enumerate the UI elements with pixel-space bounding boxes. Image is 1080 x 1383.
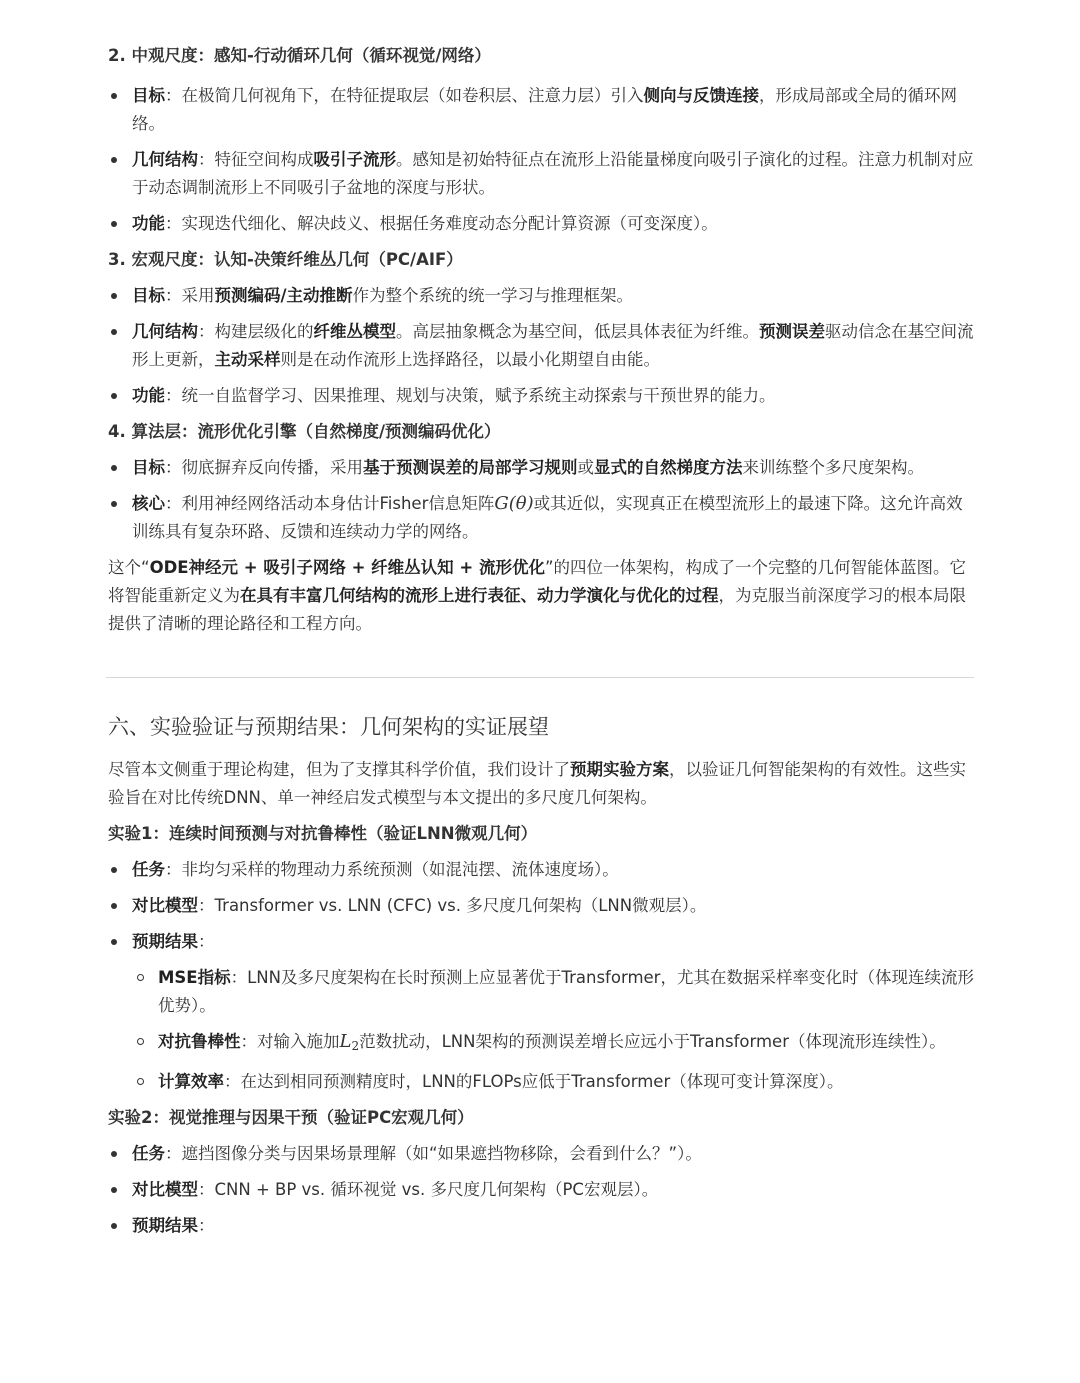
item-text: LNN及多尺度架构在长时预测上应显著优于Transformer，尤其在数据采样率变化时（体现连续流形优势）。 xyxy=(158,968,974,1015)
experiment-2-title: 实验2：视觉推理与因果干预（验证PC宏观几何） xyxy=(108,1108,474,1127)
subsection-heading-2: 2. 中观尺度：感知-行动循环几何（循环视觉/网络） xyxy=(108,46,491,65)
item-text: 则是在动作流形上选择路径，以最小化期望自由能。 xyxy=(280,350,660,369)
intro-paragraph xyxy=(108,756,974,812)
item-text: 范数扰动，LNN架构的预测误差增长应远小于Transformer（体现流形连续性）。 xyxy=(359,1032,946,1051)
list-item xyxy=(108,210,974,238)
item-bold: 吸引子流形 xyxy=(313,150,396,169)
item-sep: ： xyxy=(165,1144,182,1163)
section-divider xyxy=(106,677,974,678)
experiment-1-title: 实验1：连续时间预测与对抗鲁棒性（验证LNN微观几何） xyxy=(108,824,538,843)
item-key: 目标 xyxy=(132,86,165,105)
item-sep: ： xyxy=(224,1072,241,1091)
list-item xyxy=(108,318,974,374)
bullet-list xyxy=(108,282,974,410)
item-key: 对比模型 xyxy=(132,1180,198,1199)
sub-bullet-list xyxy=(108,964,974,1096)
item-bold: 侧向与反馈连接 xyxy=(643,86,759,105)
item-key: 计算效率 xyxy=(158,1072,224,1091)
para-text: ，以验证几何智能架构的有效性。这些实验旨在对比传统DNN、单一神经启发式模型与本文提出的多尺度几何架构。 xyxy=(108,760,966,807)
list-item xyxy=(108,856,974,884)
sub-list-item xyxy=(108,1068,974,1096)
subsection-heading-4: 4. 算法层：流形优化引擎（自然梯度/预测编码优化） xyxy=(108,422,501,441)
item-key: 预期结果 xyxy=(132,1216,198,1235)
item-bold: 预测误差 xyxy=(759,322,825,341)
item-text: 实现迭代细化、解决歧义、根据任务难度动态分配计算资源（可变深度）。 xyxy=(181,214,718,233)
item-text: 非均匀采样的物理动力系统预测（如混沌摆、流体速度场）。 xyxy=(181,860,619,879)
para-text: 尽管本文侧重于理论构建，但为了支撑其科学价值，我们设计了 xyxy=(108,760,570,779)
list-item xyxy=(108,282,974,310)
item-sep: ： xyxy=(165,214,182,233)
math-symbol: L xyxy=(339,1031,352,1052)
item-text: 在极简几何视角下，在特征提取层（如卷积层、注意力层）引入 xyxy=(181,86,644,105)
item-key: MSE指标 xyxy=(158,968,231,987)
item-text: 。感知是初始特征点在流形上沿能量梯度向吸引子演化的过程。注意力机制对应于动态调制流形上不同吸引子盆地的深度与形状。 xyxy=(132,150,974,197)
item-text: 作为整个系统的统一学习与推理框架。 xyxy=(352,286,634,305)
bullet-list xyxy=(108,82,974,238)
item-bold: 显式的自然梯度方法 xyxy=(594,458,743,477)
item-sep: ： xyxy=(165,386,182,405)
summary-paragraph xyxy=(108,554,974,638)
item-text: 来训练整个多尺度架构。 xyxy=(742,458,924,477)
item-text: 。高层抽象概念为基空间，低层具体表征为纤维。 xyxy=(396,322,759,341)
item-bold: 基于预测误差的局部学习规则 xyxy=(363,458,578,477)
item-key: 几何结构 xyxy=(132,150,198,169)
item-key: 任务 xyxy=(132,860,165,879)
item-text: 驱动信念在基空间流形上更新， xyxy=(132,322,974,369)
item-text: ，形成局部或全局的循环网络。 xyxy=(132,86,957,133)
subsection-heading-3: 3. 宏观尺度：认知-决策纤维丛几何（PC/AIF） xyxy=(108,250,463,269)
item-text: 对输入施加 xyxy=(257,1032,340,1051)
item-bold: 主动采样 xyxy=(214,350,281,369)
bullet-list xyxy=(108,1140,974,1240)
item-key: 对抗鲁棒性 xyxy=(158,1032,241,1051)
item-text: 统一自监督学习、因果推理、规划与决策，赋予系统主动探索与干预世界的能力。 xyxy=(181,386,776,405)
item-text: 彻底摒弃反向传播，采用 xyxy=(181,458,363,477)
document-content xyxy=(108,40,974,638)
sub-list-item xyxy=(108,964,974,1020)
item-bold: 纤维丛模型 xyxy=(313,322,396,341)
math-formula xyxy=(340,1031,360,1052)
item-sep: ： xyxy=(240,1032,257,1051)
item-key: 核心 xyxy=(132,494,165,513)
para-bold: 预期实验方案 xyxy=(570,760,669,779)
item-text: 采用 xyxy=(181,286,215,305)
bullet-list xyxy=(108,856,974,956)
item-sep: ： xyxy=(198,1180,215,1199)
item-key: 任务 xyxy=(132,1144,165,1163)
item-sep: ： xyxy=(198,932,215,951)
list-item xyxy=(108,382,974,410)
item-sep: ： xyxy=(230,968,248,987)
item-sep: ： xyxy=(165,286,182,305)
item-text: 或其近似，实现真正在模型流形上的最速下降。这允许高效训练具有复杂环路、反馈和连续动力学的网络。 xyxy=(132,494,963,541)
list-item xyxy=(108,146,974,202)
para-bold: 在具有丰富几何结构的流形上进行表征、动力学演化与优化的过程 xyxy=(240,586,719,605)
list-item xyxy=(108,892,974,920)
section-title: 六、实验验证与预期结果：几何架构的实证展望 xyxy=(108,715,549,739)
list-item xyxy=(108,490,974,546)
item-sep: ： xyxy=(165,494,182,513)
list-item xyxy=(108,1176,974,1204)
item-text: 在达到相同预测精度时，LNN的FLOPs应低于Transformer（体现可变计算深度）。 xyxy=(240,1072,844,1091)
item-text: 或 xyxy=(577,458,594,477)
item-bold: 预测编码/主动推断 xyxy=(214,286,353,305)
list-item xyxy=(108,1140,974,1168)
item-sep: ： xyxy=(198,150,215,169)
item-sep: ： xyxy=(198,896,215,915)
item-key: 对比模型 xyxy=(132,896,198,915)
para-text: 这个“ xyxy=(108,558,150,577)
list-item xyxy=(108,82,974,138)
item-text: 遮挡图像分类与因果场景理解（如“如果遮挡物移除，会看到什么？”）。 xyxy=(181,1144,702,1163)
para-text: ，为克服当前深度学习的根本局限提供了清晰的理论路径和工程方向。 xyxy=(108,586,966,633)
item-text: 构建层级化的 xyxy=(214,322,314,341)
item-key: 目标 xyxy=(132,286,165,305)
item-key: 预期结果 xyxy=(132,932,198,951)
list-item xyxy=(108,454,974,482)
item-sep: ： xyxy=(165,458,182,477)
item-key: 目标 xyxy=(132,458,165,477)
item-sep: ： xyxy=(165,860,182,879)
sub-list-item xyxy=(108,1028,974,1060)
list-item xyxy=(108,928,974,956)
bullet-list xyxy=(108,454,974,546)
para-bold: ODE神经元 + 吸引子网络 + 纤维丛认知 + 流形优化 xyxy=(149,558,545,577)
list-item xyxy=(108,1212,974,1240)
item-key: 几何结构 xyxy=(132,322,198,341)
item-key: 功能 xyxy=(132,386,165,405)
item-sep: ： xyxy=(198,1216,215,1235)
section-6 xyxy=(108,712,974,1240)
para-text: ”的四位一体架构，构成了一个完整的几何智能体蓝图。它将智能重新定义为 xyxy=(108,558,967,605)
item-key: 功能 xyxy=(132,214,165,233)
item-sep: ： xyxy=(198,322,215,341)
item-text: 特征空间构成 xyxy=(214,150,314,169)
math-formula: G(θ) xyxy=(494,493,534,514)
item-text: Transformer vs. LNN (CFC) vs. 多尺度几何架构（LNN微观层）。 xyxy=(214,896,707,915)
item-sep: ： xyxy=(165,86,182,105)
item-text: CNN + BP vs. 循环视觉 vs. 多尺度几何架构（PC宏观层）。 xyxy=(214,1180,659,1199)
math-subscript: 2 xyxy=(351,1039,360,1053)
item-text: 利用神经网络活动本身估计Fisher信息矩阵 xyxy=(181,494,495,513)
